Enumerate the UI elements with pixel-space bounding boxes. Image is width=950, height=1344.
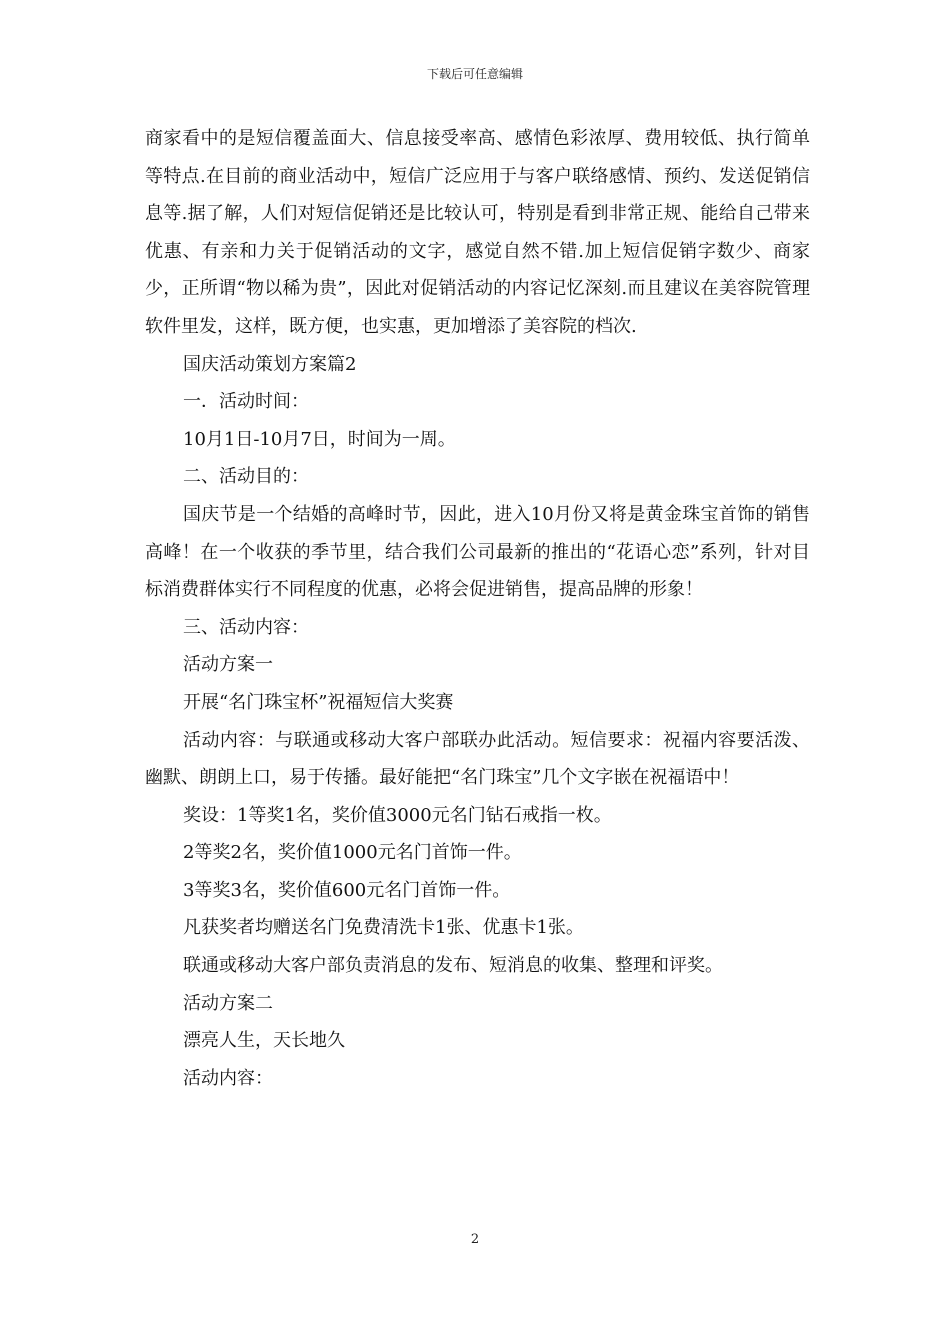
paragraph-sms-advantages: 商家看中的是短信覆盖面大、信息接受率高、感情色彩浓厚、费用较低、执行简单等特点.在目前的商业活动中，短信广泛应用于与客户联络感情、预约、发送促销信息等.据了解，人们对短信促销还是比较认可，特别是看到非常正规、能给自己带来优惠、有亲和力关于促销活动的文字，感觉自然不错.加上短信促销字数少、商家少，正所谓“物以稀为贵”，因此对促销活动的内容记忆深刻.而且建议在美容院管理软件里发，这样，既方便，也实惠，更加增添了美容院的档次.: [145, 128, 810, 337]
paragraph-activity-dates: 10月1日-10月7日，时间为一周。: [183, 428, 456, 450]
paragraph-plan-two-slogan: 漂亮人生，天长地久: [183, 1030, 345, 1052]
paragraph-second-prize: 2等奖2名，奖价值1000元名门首饰一件。: [183, 842, 522, 864]
paragraph-first-prize: 奖设：1等奖1名，奖价值3000元名门钻石戒指一枚。: [183, 804, 612, 826]
section-title-plan-2: 国庆活动策划方案篇2: [183, 353, 357, 375]
page-header: 下载后可任意编辑: [426, 67, 523, 81]
heading-plan-two-content: 活动内容：: [183, 1067, 273, 1089]
paragraph-winner-gifts: 凡获奖者均赠送名门免费清洗卡1张、优惠卡1张。: [183, 917, 584, 939]
paragraph-third-prize: 3等奖3名，奖价值600元名门首饰一件。: [183, 879, 511, 901]
heading-plan-two: 活动方案二: [183, 992, 273, 1014]
heading-activity-time: 一．活动时间：: [183, 391, 309, 413]
paragraph-sms-contest: 开展“名门珠宝杯”祝福短信大奖赛: [183, 691, 454, 713]
document-body: [145, 120, 810, 1097]
paragraph-contest-details: 活动内容：与联通或移动大客户部联办此活动。短信要求：祝福内容要活泼、幽默、朗朗上口，易于传播。最好能把“名门珠宝”几个文字嵌在祝福语中！: [145, 729, 810, 789]
paragraph-activity-purpose: 国庆节是一个结婚的高峰时节，因此，进入10月份又将是黄金珠宝首饰的销售高峰！在一个收获的季节里，结合我们公司最新的推出的“花语心恋”系列，针对目标消费群体实行不同程度的优惠，必将会促进销售，提高品牌的形象！: [145, 503, 810, 601]
heading-activity-content: 三、活动内容：: [183, 616, 309, 638]
heading-plan-one: 活动方案一: [183, 654, 273, 676]
heading-activity-purpose: 二、活动目的：: [183, 466, 309, 488]
paragraph-organizer: 联通或移动大客户部负责消息的发布、短消息的收集、整理和评奖。: [183, 955, 723, 977]
page-number: 2: [470, 1232, 480, 1247]
